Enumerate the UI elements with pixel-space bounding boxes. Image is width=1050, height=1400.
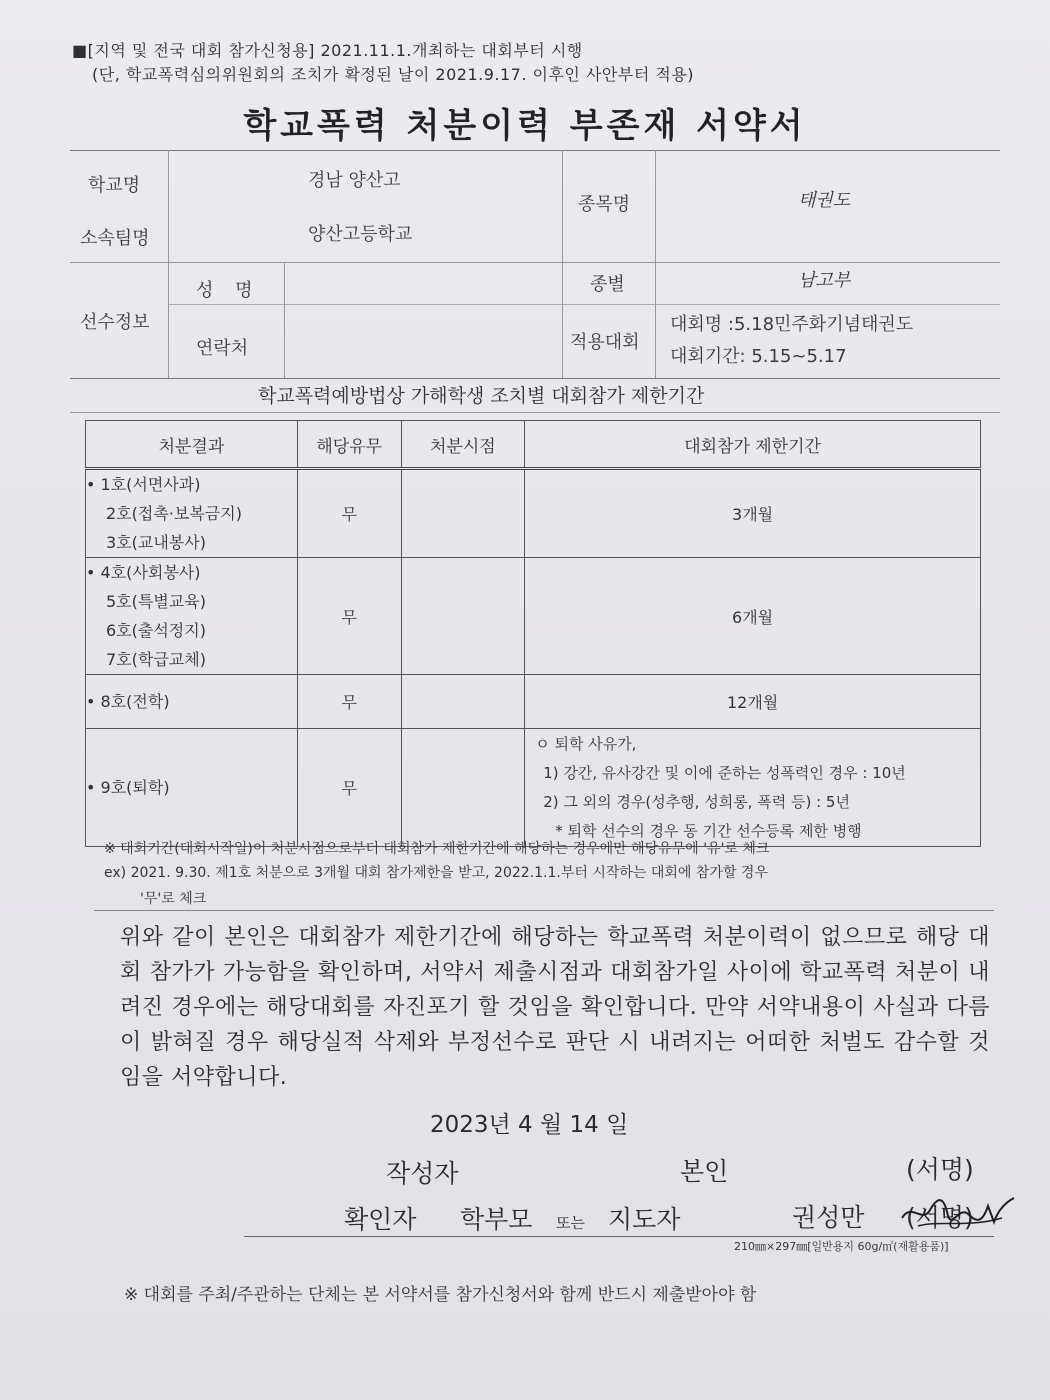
writer-value: 본인 [680, 1157, 729, 1186]
school-label: 학교명 [88, 175, 141, 196]
pledge-text: 위와 같이 본인은 대회참가 제한기간에 해당하는 학교폭력 처분이력이 없으므로 해당 대회 참가가 가능함을 확인하며, 서약서 제출시점과 대회참가일 사이에 학교폭력 처분이 내려진 경우에는 해당대회를 자진포기 할 것임을 확인합니다. 만약 서약내용이 사실과 다름이 밝혀질 경우 해당실적 삭제와 부정선수로 판단 시 내려지는 어떠한 처벌도 감수할 것임을 서약합니다. [120, 925, 990, 1090]
section-divider [70, 412, 1000, 413]
confirmer-name: 권성만 [792, 1203, 865, 1232]
result-cell [86, 675, 298, 729]
list-item: 2호(접촉·보복금지) [106, 504, 242, 523]
header-result: 처분결과 [86, 421, 298, 469]
school-value: 경남 양산고 [308, 170, 401, 191]
document-title: 학교폭력 처분이력 부존재 서약서 [243, 106, 807, 146]
list-item: 3호(교내봉사) [106, 533, 206, 552]
time-cell [401, 469, 525, 558]
note-2: ex) 2021. 9.30. 제1호 처분으로 3개월 대회 참가제한을 받고, 2022.1.1.부터 시작하는 대회에 참가할 경우 [104, 865, 768, 881]
event-label: 종목명 [578, 194, 631, 215]
category-label: 종별 [590, 274, 625, 295]
time-cell [401, 729, 525, 847]
period-cell: 3개월 [525, 469, 981, 558]
team-value: 양산고등학교 [308, 224, 413, 245]
table-row [86, 469, 981, 558]
applicable-cell: 무 [297, 558, 401, 675]
competition-period: 대회기간: 5.15~5.17 [670, 346, 847, 367]
category-value: 남고부 [798, 270, 851, 291]
note-3: '무'로 체크 [140, 891, 207, 907]
confirmer-role2: 지도자 [608, 1205, 681, 1234]
table-row [86, 729, 981, 847]
list-item: • 9호(퇴학) [86, 778, 170, 797]
footer-note: ※ 대회를 주최/주관하는 단체는 본 서약서를 참가신청서와 함께 반드시 제출받아야 함 [124, 1285, 757, 1305]
pledge-date: 2023년 4 월 14 일 [430, 1112, 629, 1138]
period-line: 2) 그 외의 경우(성추행, 성희롱, 폭력 등) : 5년 [543, 792, 850, 811]
header-time: 처분시점 [401, 421, 525, 469]
header-line-1: ■[지역 및 전국 대회 참가신청용] 2021.11.1.개최하는 대회부터 시행 [72, 41, 583, 60]
list-item: 6호(출석정지) [106, 621, 206, 640]
note-1: ※ 대회기간(대회시작일)이 처분시점으로부터 대회참가 제한기간에 해당하는 경우에만 해당유무에 '유'로 체크 [104, 841, 770, 857]
info-col-line-3 [655, 150, 656, 378]
period-cell: 6개월 [525, 558, 981, 675]
applied-competition-label: 적용대회 [570, 332, 640, 353]
info-inner-divider [168, 304, 1000, 305]
restriction-table [85, 420, 981, 847]
header-period: 대회참가 제한기간 [525, 421, 981, 469]
signature-divider [244, 1236, 994, 1237]
list-item: • 1호(서면사과) [86, 475, 201, 494]
period-detail-cell [525, 729, 981, 847]
applicable-cell: 무 [297, 675, 401, 729]
confirmer-label: 확인자 [344, 1205, 417, 1234]
list-item: • 8호(전학) [86, 692, 170, 711]
paper-spec: 210㎜×297㎜[일반용지 60g/㎡(재활용품)] [734, 1240, 949, 1253]
confirmer-sign: (서명) [906, 1203, 974, 1232]
info-bottom-border [70, 378, 1000, 379]
info-top-border [70, 150, 1000, 151]
name-label: 성 명 [196, 280, 261, 301]
list-item: 7호(학급교체) [106, 650, 206, 669]
notes-divider [94, 910, 994, 911]
info-divider [70, 262, 1000, 263]
period-cell: 12개월 [525, 675, 981, 729]
period-line: * 퇴학 선수의 경우 동 기간 선수등록 제한 병행 [555, 821, 862, 840]
period-line: 1) 강간, 유사강간 및 이에 준하는 성폭력인 경우 : 10년 [543, 763, 906, 782]
table-row [86, 558, 981, 675]
event-value: 태권도 [798, 190, 851, 211]
team-label: 소속팀명 [80, 228, 150, 249]
writer-label: 작성자 [386, 1159, 459, 1188]
list-item: • 4호(사회봉사) [86, 563, 201, 582]
confirmer-role: 학부모 [460, 1205, 533, 1234]
period-line: ㅇ 퇴학 사유가, [535, 734, 637, 753]
result-cell [86, 469, 298, 558]
writer-sign: (서명) [906, 1155, 974, 1184]
info-col-line-2 [562, 150, 563, 378]
header-applicable: 해당유무 [297, 421, 401, 469]
section-title: 학교폭력예방법상 가해학생 조치별 대회참가 제한기간 [258, 385, 705, 407]
player-info-label: 선수정보 [80, 312, 150, 333]
time-cell [401, 675, 525, 729]
time-cell [401, 558, 525, 675]
info-col-line-1 [168, 150, 169, 378]
handwritten-signature [898, 1188, 1018, 1238]
competition-name: 대회명 :5.18민주화기념태권도 [670, 314, 914, 335]
applicable-cell: 무 [297, 469, 401, 558]
applicable-cell: 무 [297, 729, 401, 847]
result-cell [86, 558, 298, 675]
info-col-line-4 [284, 262, 285, 378]
result-cell [86, 729, 298, 847]
header-line-2: (단, 학교폭력심의위원회의 조치가 확정된 날이 2021.9.17. 이후인 사안부터 적용) [92, 65, 695, 84]
contact-label: 연락처 [196, 338, 249, 359]
table-row [86, 675, 981, 729]
confirmer-or: 또는 [556, 1214, 585, 1232]
list-item: 5호(특별교육) [106, 592, 206, 611]
table-header-row [86, 421, 981, 469]
